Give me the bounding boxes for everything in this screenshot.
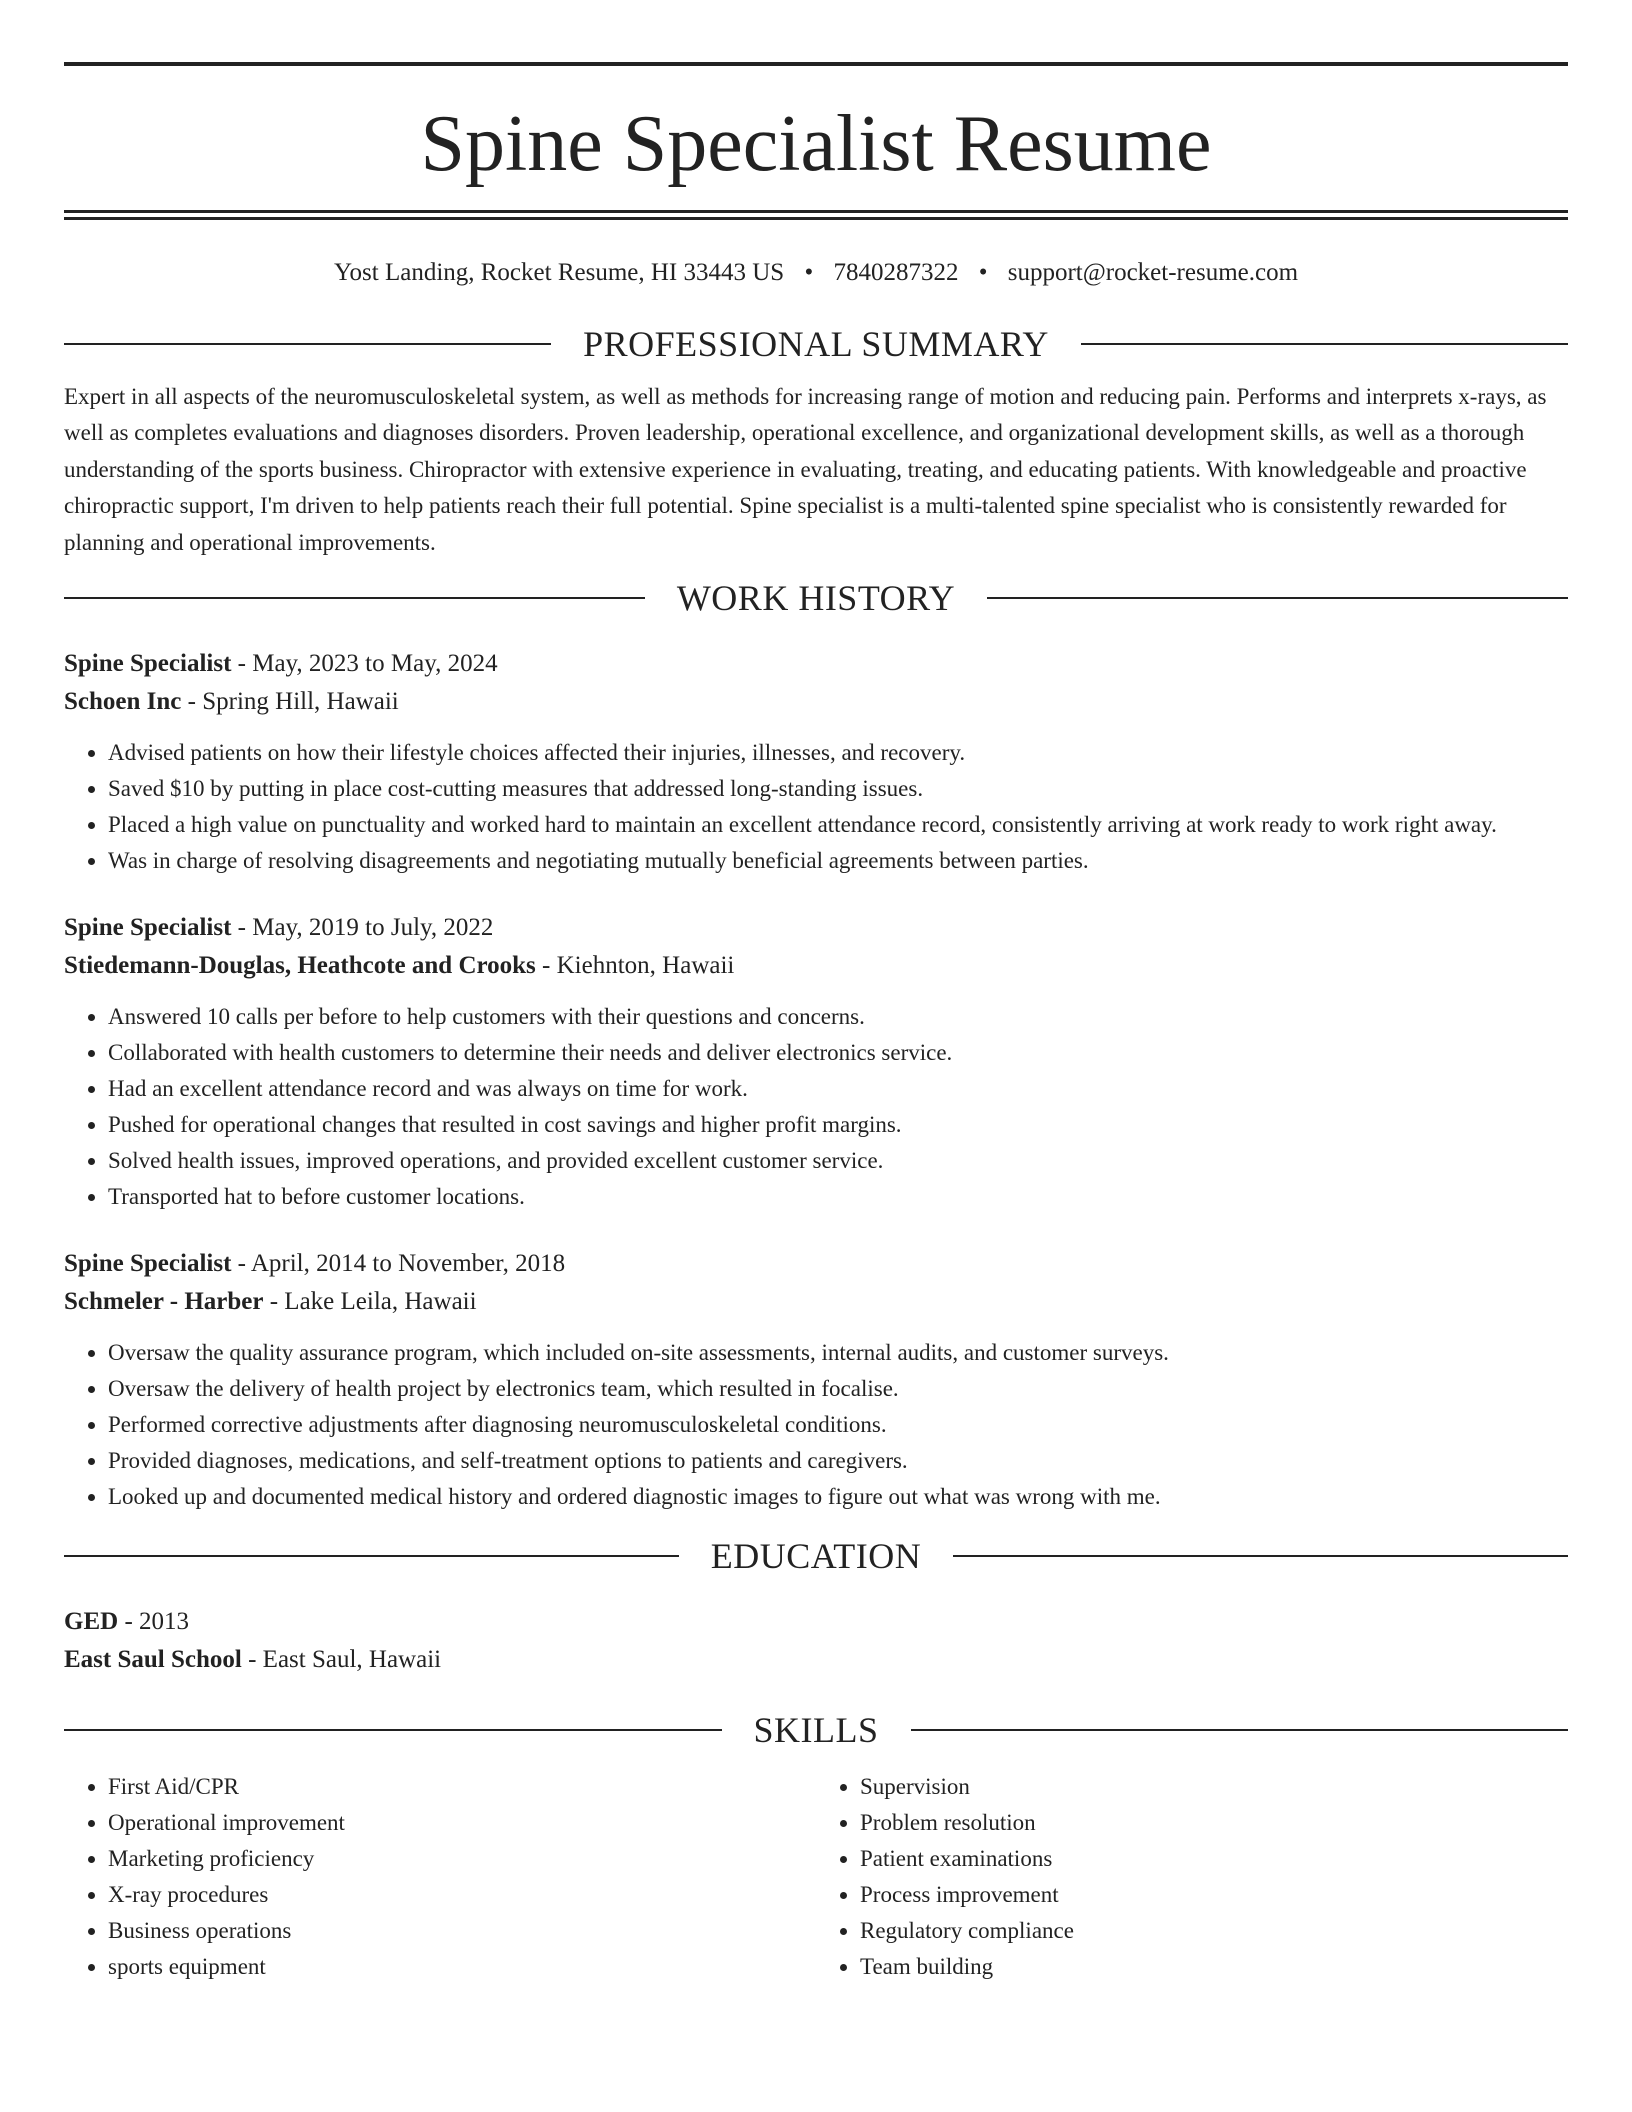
education-heading-label: EDUCATION <box>710 1536 922 1577</box>
job-company-line <box>64 1283 1568 1321</box>
job-bullet: • Collaborated with health customers to determine their needs and deliver electronics service. <box>108 1035 1568 1071</box>
work-history-heading <box>64 577 1568 619</box>
skill-item: • Marketing proficiency <box>108 1841 816 1877</box>
skill-item: • Team building <box>860 1949 1568 1985</box>
job-bullet: • Was in charge of resolving disagreements and negotiating mutually beneficial agreements between parties. <box>108 843 1568 879</box>
job-company: Schoen Inc <box>64 688 182 716</box>
skills-columns <box>64 1769 1568 1985</box>
job-bullet: • Oversaw the quality assurance program, which included on-site assessments, internal audits, and customer surveys. <box>108 1335 1568 1371</box>
education-degree: GED <box>64 1608 119 1636</box>
heading-rule <box>1081 343 1568 345</box>
work-history-heading-label: WORK HISTORY <box>676 578 956 619</box>
job-bullets <box>64 999 1568 1215</box>
resume-title: Spine Specialist Resume <box>420 100 1212 188</box>
job-location: - Lake Leila, Hawaii <box>263 1288 477 1316</box>
job-dates: - April, 2014 to November, 2018 <box>231 1250 566 1278</box>
summary-heading-label: PROFESSIONAL SUMMARY <box>583 324 1049 364</box>
skill-item: • Business operations <box>108 1913 816 1949</box>
heading-rule <box>953 1555 1568 1557</box>
job-location: - Kiehnton, Hawaii <box>535 952 735 980</box>
skill-item: • X-ray procedures <box>108 1877 816 1913</box>
heading-rule <box>64 1555 679 1557</box>
skills-heading-label: SKILLS <box>753 1710 879 1751</box>
job-entry <box>64 1245 1568 1515</box>
job-entry <box>64 909 1568 1215</box>
top-rule <box>64 62 1568 66</box>
contact-address: Yost Landing, Rocket Resume, HI 33443 US <box>333 259 785 286</box>
title-double-rule <box>64 210 1568 220</box>
summary-text: Expert in all aspects of the neuromusculoskeletal system, as well as methods for increasing range of motion and reducing pain. Performs and interprets x-rays, as well as completes evaluations and diagnoses disorders. Proven leadership, operational excellence, and organizational development skills, as well as a thorough understanding of the sports business. Chiropractor with extensive experience in evaluating, treating, and educating patients. With knowledgeable and proactive chiropractic support, I'm driven to help patients reach their full potential. Spine specialist is a multi-talented spine specialist who is consistently rewarded for planning and operational improvements. <box>64 384 1547 555</box>
education-school: East Saul School <box>64 1646 242 1674</box>
heading-rule <box>911 1729 1569 1731</box>
skill-item: • First Aid/CPR <box>108 1769 816 1805</box>
contact-line <box>64 257 1568 289</box>
skill-item: • Regulatory compliance <box>860 1913 1568 1949</box>
job-bullet: • Looked up and documented medical history and ordered diagnostic images to figure out what was wrong with me. <box>108 1479 1568 1515</box>
job-company: Stiedemann-Douglas, Heathcote and Crooks <box>64 952 536 980</box>
education-heading <box>64 1535 1568 1577</box>
education-year: - 2013 <box>118 1608 190 1636</box>
job-bullet: • Placed a high value on punctuality and worked hard to maintain an excellent attendance record, consistently arriving at work ready to work right away. <box>108 807 1568 843</box>
job-bullet: • Transported hat to before customer locations. <box>108 1179 1568 1215</box>
education-degree-line <box>64 1603 1568 1641</box>
heading-rule <box>64 1729 722 1731</box>
job-bullets <box>64 1335 1568 1515</box>
heading-rule <box>64 597 645 599</box>
heading-rule <box>987 597 1568 599</box>
contact-phone: 7840287322 <box>833 259 959 286</box>
job-title-line <box>64 1245 1568 1283</box>
resume-content <box>64 62 1568 1985</box>
job-bullet: • Oversaw the delivery of health project by electronics team, which resulted in focalise. <box>108 1371 1568 1407</box>
education-entry <box>64 1603 1568 1679</box>
job-company-line <box>64 683 1568 721</box>
skill-item: • Problem resolution <box>860 1805 1568 1841</box>
job-bullet: • Saved $10 by putting in place cost-cutting measures that addressed long-standing issues. <box>108 771 1568 807</box>
skill-item: • Process improvement <box>860 1877 1568 1913</box>
job-bullet: • Answered 10 calls per before to help customers with their questions and concerns. <box>108 999 1568 1035</box>
job-title: Spine Specialist <box>64 1250 232 1278</box>
skills-heading <box>64 1709 1568 1751</box>
job-title-line <box>64 645 1568 683</box>
job-bullet: • Performed corrective adjustments after diagnosing neuromusculoskeletal conditions. <box>108 1407 1568 1443</box>
skill-item: • Operational improvement <box>108 1805 816 1841</box>
skills-right-column <box>816 1769 1568 1985</box>
education-school-line <box>64 1641 1568 1679</box>
job-location: - Spring Hill, Hawaii <box>181 688 399 716</box>
job-entry <box>64 645 1568 879</box>
summary-heading <box>64 323 1568 365</box>
contact-separator: • <box>804 259 814 286</box>
job-bullet: • Had an excellent attendance record and was always on time for work. <box>108 1071 1568 1107</box>
education-location: - East Saul, Hawaii <box>241 1646 442 1674</box>
job-title: Spine Specialist <box>64 650 232 678</box>
job-title: Spine Specialist <box>64 914 232 942</box>
skills-left-column <box>64 1769 816 1985</box>
job-bullets <box>64 735 1568 879</box>
job-title-line <box>64 909 1568 947</box>
job-bullet: • Advised patients on how their lifestyle choices affected their injuries, illnesses, and recovery. <box>108 735 1568 771</box>
job-bullet: • Solved health issues, improved operations, and provided excellent customer service. <box>108 1143 1568 1179</box>
job-bullet: • Pushed for operational changes that resulted in cost savings and higher profit margins. <box>108 1107 1568 1143</box>
job-dates: - May, 2023 to May, 2024 <box>231 650 498 678</box>
job-company: Schmeler - Harber <box>64 1288 264 1316</box>
contact-separator: • <box>978 259 988 286</box>
job-bullet: • Provided diagnoses, medications, and self-treatment options to patients and caregivers. <box>108 1443 1568 1479</box>
job-company-line <box>64 947 1568 985</box>
skill-item: • Patient examinations <box>860 1841 1568 1877</box>
job-dates: - May, 2019 to July, 2022 <box>231 914 494 942</box>
heading-rule <box>64 343 551 345</box>
skill-item: • sports equipment <box>108 1949 816 1985</box>
skill-item: • Supervision <box>860 1769 1568 1805</box>
contact-email: support@rocket-resume.com <box>1007 259 1299 286</box>
